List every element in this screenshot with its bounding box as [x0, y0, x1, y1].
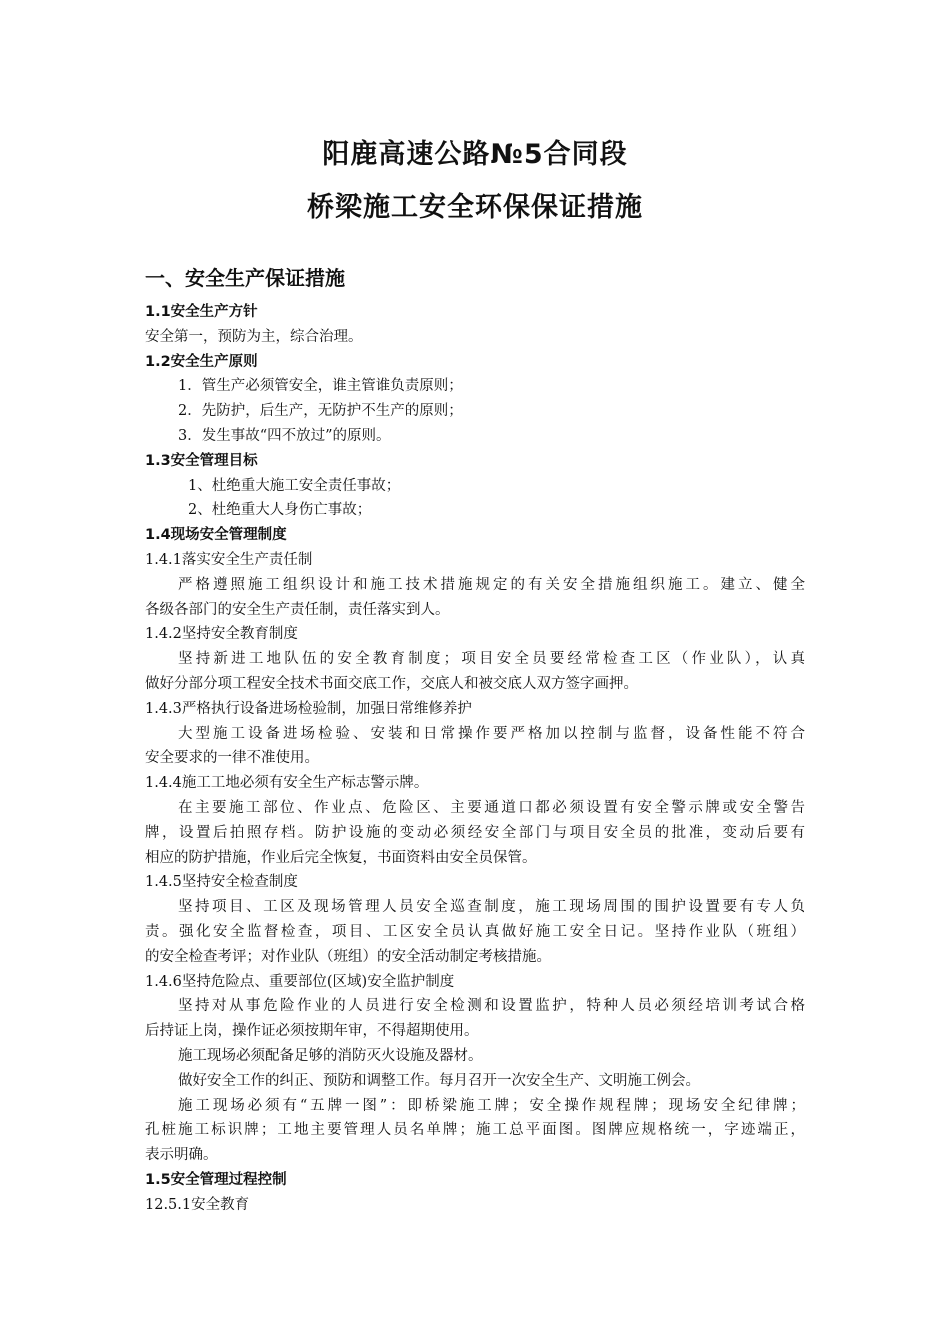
body-line: 1.4.5坚持安全检查制度 [145, 874, 298, 891]
subsection-heading: 1.2安全生产原则 [145, 353, 258, 370]
paragraph-line: 孔桩施工标识牌；工地主要管理人员名单牌；施工总平面图。图牌应规格统一，字迹端正， [145, 1122, 805, 1139]
paragraph-line: 坚持对从事危险作业的人员进行安全检测和设置监护，特种人员必须经培训考试合格 [178, 998, 805, 1015]
body-line: 表示明确。 [145, 1147, 218, 1164]
body-line: 各级各部门的安全生产责任制，责任落实到人。 [145, 601, 450, 618]
body-line: 1.4.4施工工地必须有安全生产标志警示牌。 [145, 775, 429, 792]
body-line: 1.4.3严格执行设备进场检验制，加强日常维修养护 [145, 700, 472, 717]
paragraph-line: 大型施工设备进场检验、安装和日常操作要严格加以控制与监督，设备性能不符合 [178, 725, 805, 742]
list-item: 2、杜绝重大人身伤亡事故； [188, 502, 372, 519]
paragraph-line: 严格遵照施工组织设计和施工技术措施规定的有关安全措施组织施工。建立、健全 [178, 576, 805, 593]
subsection-heading: 1.4现场安全管理制度 [145, 527, 287, 544]
subsection-heading: 1.3安全管理目标 [145, 452, 258, 469]
body-line: 12.5.1安全教育 [145, 1196, 250, 1213]
document-body [145, 300, 810, 1217]
subsection-heading: 1.5安全管理过程控制 [145, 1171, 287, 1188]
paragraph-line: 责。强化安全监督检查，项目、工区安全员认真做好施工安全日记。坚持作业队（班组） [145, 923, 805, 940]
body-line: 后持证上岗，操作证必须按期年审，不得超期使用。 [145, 1023, 479, 1040]
body-line: 相应的防护措施，作业后完全恢复，书面资料由安全员保管。 [145, 849, 537, 866]
document-title-line2: 桥梁施工安全环保保证措施 [307, 192, 643, 223]
paragraph-line: 坚持项目、工区及现场管理人员安全巡查制度，施工现场周围的围护设置要有专人负 [178, 899, 805, 916]
section-heading: 一、安全生产保证措施 [145, 266, 345, 290]
body-line: 的安全检查考评；对作业队（班组）的安全活动制定考核措施。 [145, 948, 551, 965]
body-line: 做好分部分项工程安全技术书面交底工作，交底人和被交底人双方签字画押。 [145, 675, 638, 692]
subsection-heading: 1.1安全生产方针 [145, 304, 258, 320]
body-line: 1.4.6坚持危险点、重要部位(区域)安全监护制度 [145, 973, 455, 990]
list-item: 1、杜绝重大施工安全责任事故； [188, 477, 401, 494]
paragraph-line: 做好安全工作的纠正、预防和调整工作。每月召开一次安全生产、文明施工例会。 [178, 1072, 700, 1089]
paragraph-line: 牌，设置后拍照存档。防护设施的变动必须经安全部门与项目安全员的批准，变动后要有 [145, 824, 805, 841]
paragraph-line: 施工现场必须有“五牌一图”：即桥梁施工牌；安全操作规程牌；现场安全纪律牌； [178, 1097, 805, 1114]
body-line: 安全第一，预防为主，综合治理。 [145, 328, 363, 345]
body-line: 安全要求的一律不准使用。 [145, 750, 319, 767]
list-item: 2．先防护，后生产，无防护不生产的原则； [178, 403, 463, 420]
list-item: 1．管生产必须管安全，谁主管谁负责原则； [178, 378, 463, 395]
list-item: 3．发生事故“四不放过”的原则。 [178, 427, 391, 444]
body-line: 1.4.2坚持安全教育制度 [145, 626, 298, 643]
body-line: 1.4.1落实安全生产责任制 [145, 551, 313, 568]
paragraph-line: 坚持新进工地队伍的安全教育制度；项目安全员要经常检查工区（作业队），认真 [178, 651, 805, 668]
paragraph-line: 施工现场必须配备足够的消防灭火设施及器材。 [178, 1047, 483, 1064]
paragraph-line: 在主要施工部位、作业点、危险区、主要通道口都必须设置有安全警示牌或安全警告 [178, 799, 805, 816]
document-title-line1: 阳鹿高速公路№5合同段 [322, 139, 628, 170]
